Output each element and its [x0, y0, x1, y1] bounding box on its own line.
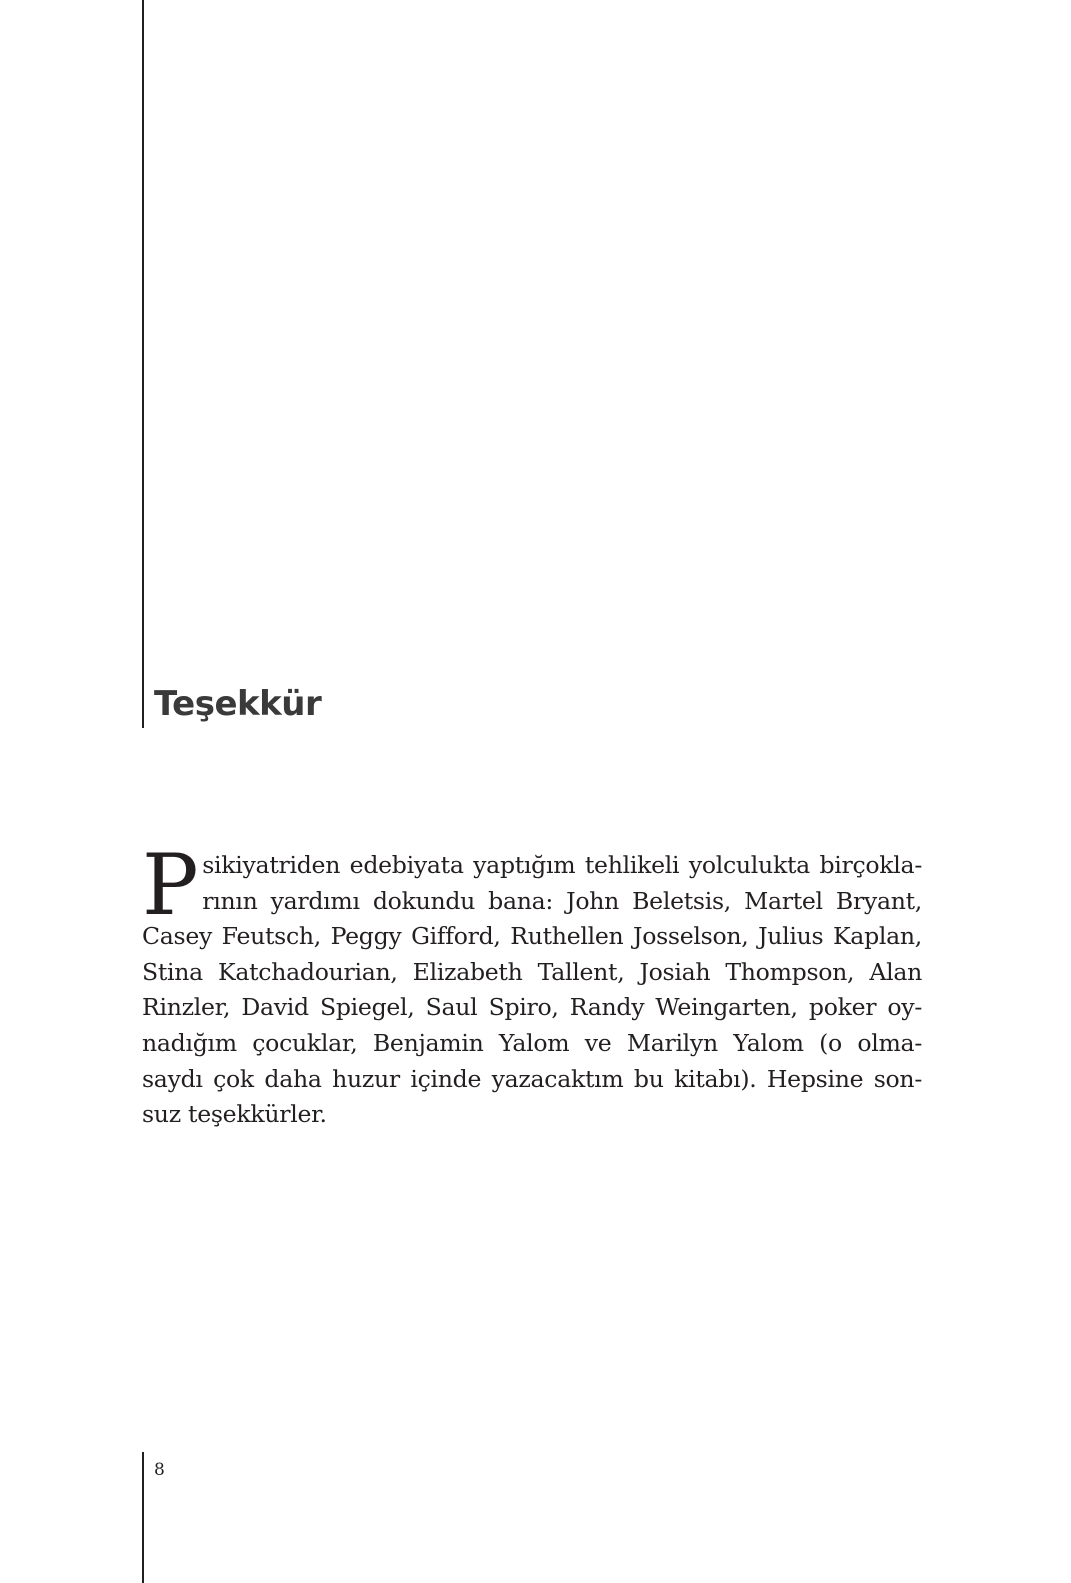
- paragraph-line-8: suz teşekkürler.: [142, 1100, 327, 1129]
- margin-rule-bottom: [142, 1452, 144, 1583]
- paragraph-line-3: Casey Feutsch, Peggy Gifford, Ruthellen Josselson, Julius Kaplan,: [142, 922, 922, 951]
- paragraph-line-1: sikiyatriden edebiyata yaptığım tehlikeli yolculukta birçokla-: [202, 851, 922, 879]
- drop-cap: P: [142, 836, 199, 934]
- chapter-title: Teşekkür: [154, 684, 322, 724]
- paragraph-line-7: saydı çok daha huzur içinde yazacaktım bu kitabı). Hepsine son-: [142, 1064, 922, 1093]
- acknowledgements-paragraph: [142, 836, 922, 1133]
- margin-rule-top: [142, 0, 144, 728]
- page-number: 8: [154, 1460, 165, 1480]
- paragraph-line-4: Stina Katchadourian, Elizabeth Tallent, Josiah Thompson, Alan: [142, 957, 922, 986]
- paragraph-line-2: rının yardımı dokundu bana: John Beletsis, Martel Bryant,: [202, 886, 922, 915]
- paragraph-line-6: nadığım çocuklar, Benjamin Yalom ve Marilyn Yalom (o olma-: [142, 1028, 922, 1057]
- paragraph-line-5: Rinzler, David Spiegel, Saul Spiro, Randy Weingarten, poker oy-: [142, 993, 922, 1022]
